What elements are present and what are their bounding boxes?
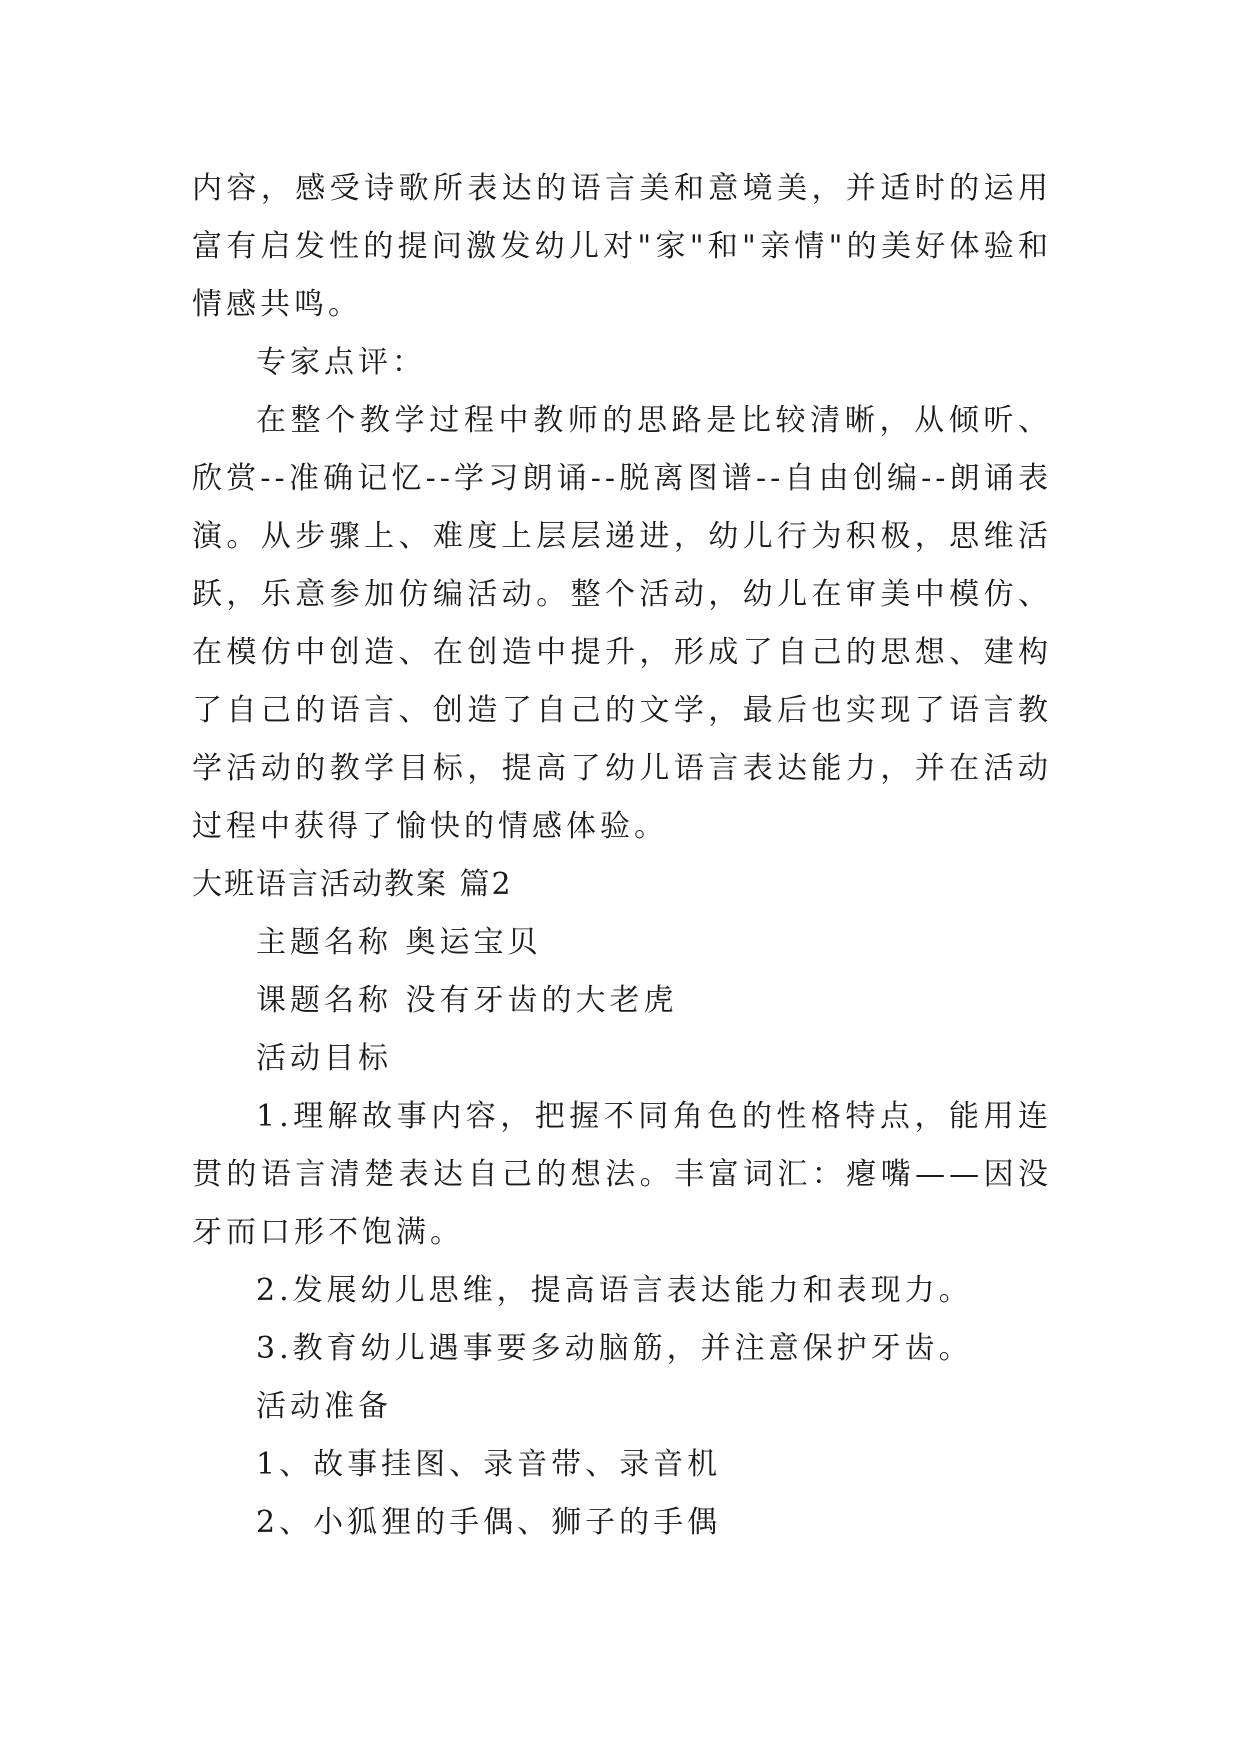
paragraph-preparation-label: 活动准备 (256, 1389, 392, 1424)
paragraph-theme-name: 主题名称 奥运宝贝 (256, 925, 542, 960)
paragraph-goal-3: 3.教育幼儿遇事要多动脑筋，并注意保护牙齿。 (256, 1331, 973, 1366)
paragraph-activity-goals-label: 活动目标 (256, 1041, 392, 1076)
paragraph-expert-review-label: 专家点评： (256, 345, 426, 380)
paragraph-goal-2: 2.发展幼儿思维，提高语言表达能力和表现力。 (256, 1273, 973, 1308)
paragraph-expert-review: 在整个教学过程中教师的思路是比较清晰，从倾听、欣赏--准确记忆--学习朗诵--脱离图谱--自由创编--朗诵表演。从步骤上、难度上层层递进，幼儿行为积极，思维活跃，乐意参加仿编活动。整个活动，幼儿在审美中模仿、在模仿中创造、在创造中提升，形成了自己的思想、建构了自己的语言、创造了自己的文学，最后也实现了语言教学活动的教学目标，提高了幼儿语言表达能力，并在活动过程中获得了愉快的情感体验。 (192, 403, 1052, 844)
paragraph-goal-1: 1.理解故事内容，把握不同角色的性格特点，能用连贯的语言清楚表达自己的想法。丰富词汇：瘪嘴——因没牙而口形不饱满。 (192, 1099, 1052, 1250)
paragraph-preparation-1: 1、故事挂图、录音带、录音机 (256, 1447, 722, 1482)
paragraph-preparation-2: 2、小狐狸的手偶、狮子的手偶 (256, 1505, 722, 1540)
paragraph-intro-continuation: 内容，感受诗歌所表达的语言美和意境美，并适时的运用富有启发性的提问激发幼儿对"家"和"亲情"的美好体验和情感共鸣。 (192, 171, 1052, 322)
section-heading: 大班语言活动教案 篇2 (192, 867, 513, 902)
document-body (192, 160, 1052, 1552)
paragraph-topic-name: 课题名称 没有牙齿的大老虎 (256, 983, 678, 1018)
